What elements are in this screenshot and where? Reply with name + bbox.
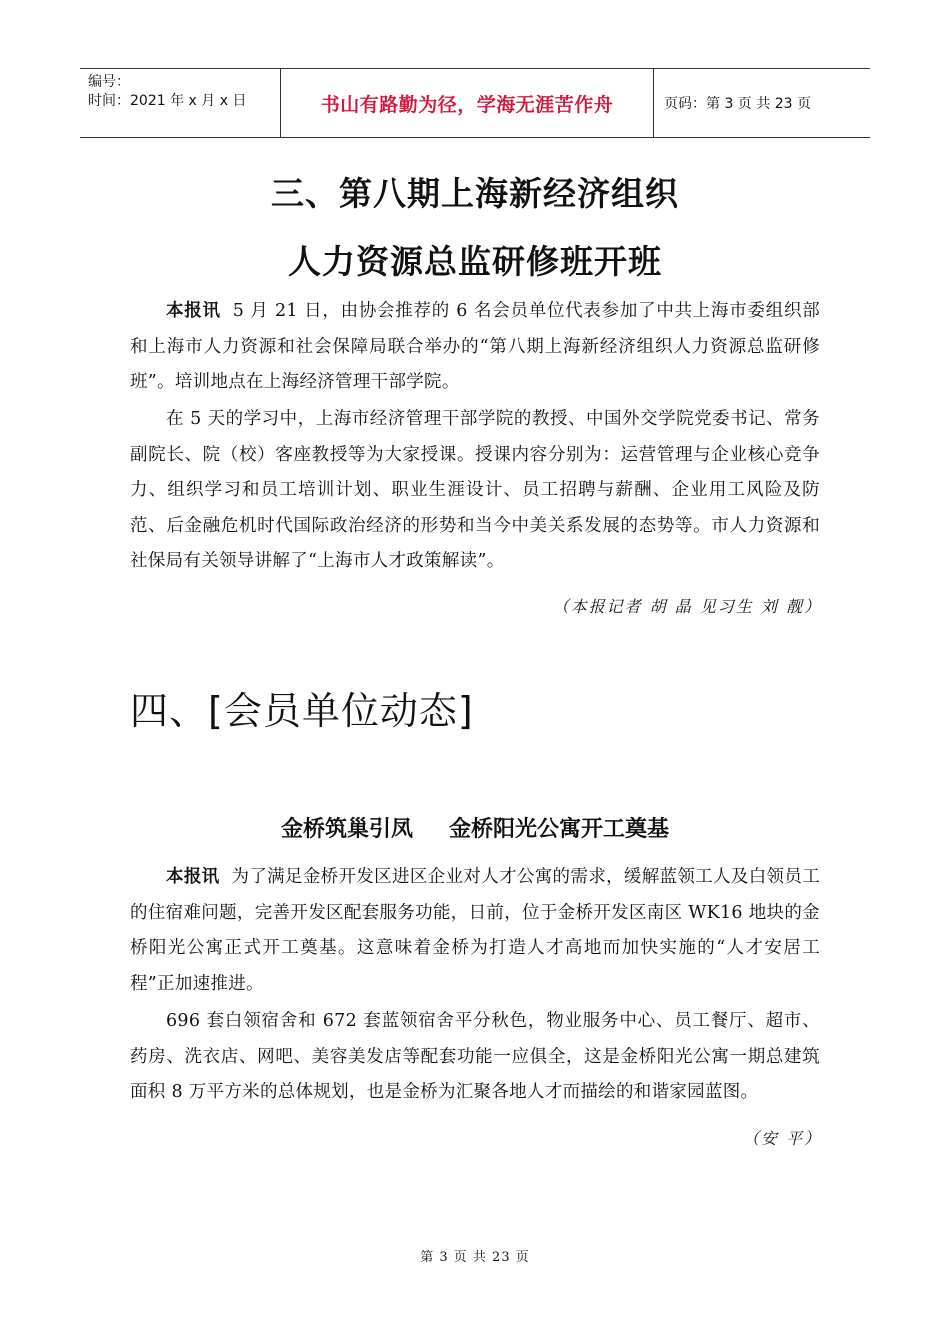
- document-number-label: 编号：: [88, 74, 130, 90]
- section3-paragraph-1-text: 5 月 21 日，由协会推荐的 6 名会员单位代表参加了中共上海市委组织部和上海市人力资源和社会保障局联合举办的“第八期上海新经济组织人力资源总监研修班”。培训地点在上海经济管理干部学院。: [130, 301, 820, 392]
- section3-byline: （本报记者 胡 晶 见习生 刘 靓）: [552, 597, 822, 616]
- section3-paragraph-2: 在 5 天的学习中，上海市经济管理干部学院的教授、中国外交学院党委书记、常务副院长、院（校）客座教授等为大家授课。授课内容分别为：运营管理与企业核心竞争力、组织学习和员工培训计划、职业生涯设计、员工招聘与薪酬、企业用工风险及防范、后金融危机时代国际政治经济的形势和当今中美关系发展的态势等。市人力资源和社保局有关领导讲解了“上海市人才政策解读”。: [130, 409, 820, 571]
- article-subtitle-left: 金桥筑巢引凤: [280, 817, 413, 842]
- article-subtitle-right: 金桥阳光公寓开工奠基: [449, 817, 670, 842]
- document-date: 时间：2021 年 x 月 x 日: [88, 93, 247, 109]
- section3-title-line2: 人力资源总监研修班开班: [288, 242, 662, 281]
- section4-paragraph-1: [130, 860, 820, 1002]
- news-lead-label: 本报讯: [166, 301, 221, 321]
- section3-paragraph-1: [130, 294, 820, 401]
- section4-heading: 四、[会员单位动态]: [130, 689, 474, 733]
- document-header: [80, 68, 870, 138]
- header-motto: 书山有路勤为径，学海无涯苦作舟: [320, 93, 614, 116]
- section4-paragraph-1-text: 为了满足金桥开发区进区企业对人才公寓的需求，缓解蓝领工人及白领员工的住宿难问题，完善开发区配套服务功能，日前，位于金桥开发区南区 WK16 地块的金桥阳光公寓正式开工奠基。这意味着金桥为打造人才高地而加快实施的“人才安居工程”正加速推进。: [130, 867, 820, 994]
- section4-byline: （安 平）: [742, 1129, 822, 1148]
- article-subtitle: [0, 812, 950, 843]
- section3-title-line1: 三、第八期上海新经济组织: [271, 174, 679, 213]
- header-meta: [80, 69, 280, 137]
- header-motto-cell: [280, 69, 654, 137]
- news-lead-label: 本报讯: [166, 867, 220, 887]
- page-footer: 第 3 页 共 23 页: [420, 1250, 530, 1265]
- section4-paragraph-2: 696 套白领宿舍和 672 套蓝领宿舍平分秋色，物业服务中心、员工餐厅、超市、药房、洗衣店、网吧、美容美发店等配套功能一应俱全，这是金桥阳光公寓一期总建筑面积 8 万平方米的总体规划，也是金桥为汇聚各地人才而描绘的和谐家园蓝图。: [130, 1011, 820, 1102]
- header-page-info: 页码：第 3 页 共 23 页: [664, 96, 811, 112]
